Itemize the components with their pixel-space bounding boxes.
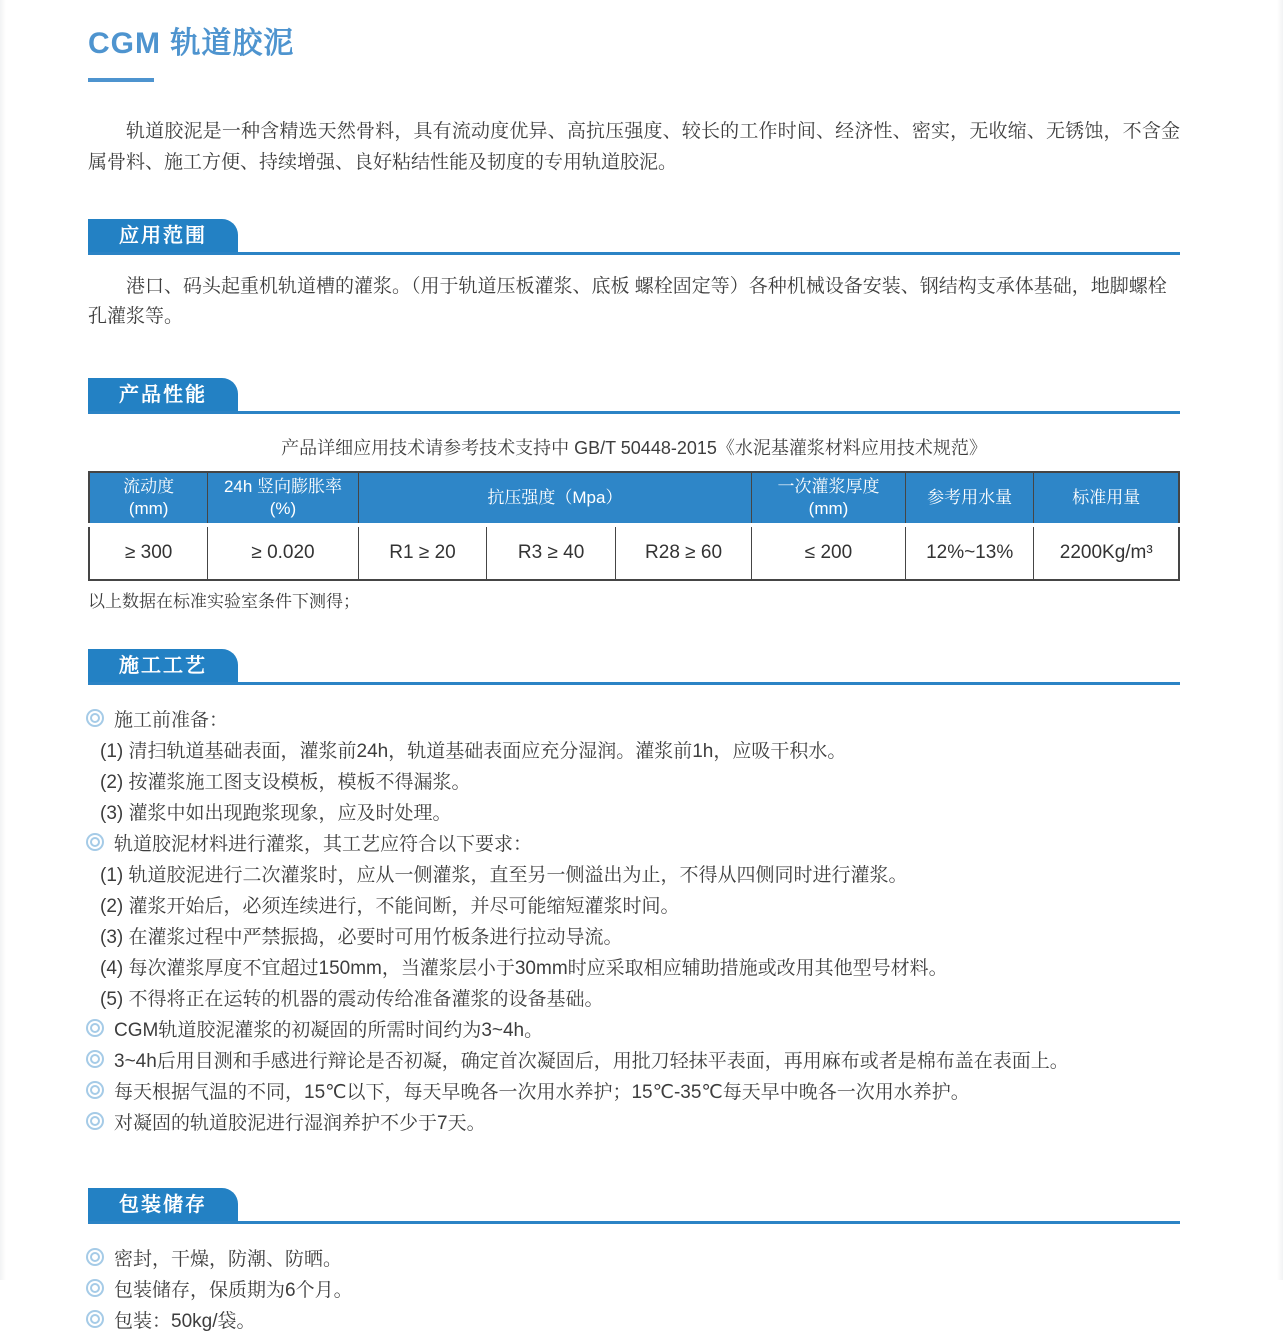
list-item: (1) 清扫轨道基础表面，灌浆前24h，轨道基础表面应充分湿润。灌浆前1h，应吸干积水。 xyxy=(100,741,847,762)
list-item: CGM轨道胶泥灌浆的初凝固的所需时间约为3~4h。 xyxy=(88,1015,1180,1046)
col-header-compressive-strength: 抗压强度（Mpa） xyxy=(358,472,751,525)
section-heading-process xyxy=(88,649,1180,685)
list-item: 对凝固的轨道胶泥进行湿润养护不少于7天。 xyxy=(88,1108,1180,1139)
cell-water: 12%~13% xyxy=(905,525,1034,580)
list-item: 密封，干燥，防潮、防晒。 xyxy=(88,1244,1180,1275)
page-title: CGM 轨道胶泥 xyxy=(88,27,295,60)
col-header-standard-dosage: 标准用量 xyxy=(1034,472,1179,525)
list-item: 每天根据气温的不同，15℃以下，每天早晚各一次用水养护；15℃-35℃每天早中晚各一次用水养护。 xyxy=(88,1077,1180,1108)
ring-bullet-icon xyxy=(90,1054,100,1064)
table-data-row xyxy=(89,525,1179,580)
list-item: (3) 灌浆中如出现跑浆现象，应及时处理。 xyxy=(100,803,452,824)
list-item: 3~4h后用目测和手感进行辩论是否初凝，确定首次凝固后，用批刀轻抹平表面，再用麻布或者是棉布盖在表面上。 xyxy=(88,1046,1180,1077)
ring-bullet-icon xyxy=(90,1116,100,1126)
cell-r3: R3 ≥ 40 xyxy=(487,525,616,580)
list-item: (1) 轨道胶泥进行二次灌浆时，应从一侧灌浆，直至另一侧溢出为止，不得从四侧同时进行灌浆。 xyxy=(100,865,908,886)
table-header-row xyxy=(89,472,1179,525)
ring-bullet-icon xyxy=(90,713,100,723)
table-footnote: 以上数据在标准实验室条件下测得； xyxy=(88,592,360,611)
ring-bullet-icon xyxy=(90,1023,100,1033)
performance-table xyxy=(88,471,1180,581)
list-item: (4) 每次灌浆厚度不宜超过150mm，当灌浆层小于30mm时应采取相应辅助措施或改用其他型号材料。 xyxy=(100,958,948,979)
cell-expansion: ≥ 0.020 xyxy=(208,525,358,580)
col-header-grout-thickness: 一次灌浆厚度 (mm) xyxy=(752,472,906,525)
packaging-badge: 包装储存 xyxy=(88,1188,238,1221)
packaging-list xyxy=(88,1244,1180,1337)
performance-standard-note: 产品详细应用技术请参考技术支持中 GB/T 50448-2015《水泥基灌浆材料应用技术规范》 xyxy=(281,438,987,458)
cell-dosage: 2200Kg/m³ xyxy=(1034,525,1179,580)
section-heading-packaging xyxy=(88,1188,1180,1224)
ring-bullet-icon xyxy=(90,1314,100,1324)
ring-bullet-icon xyxy=(90,1283,100,1293)
ring-bullet-icon xyxy=(90,1085,100,1095)
list-item: (2) 按灌浆施工图支设模板，模板不得漏浆。 xyxy=(100,772,471,793)
list-item: (2) 灌浆开始后，必须连续进行，不能间断，并尽可能缩短灌浆时间。 xyxy=(100,896,680,917)
cell-thickness: ≤ 200 xyxy=(752,525,906,580)
col-header-expansion: 24h 竖向膨胀率 (%) xyxy=(208,472,358,525)
list-item: 包装储存，保质期为6个月。 xyxy=(88,1275,1180,1306)
title-underline xyxy=(88,78,154,82)
col-header-flow: 流动度 (mm) xyxy=(89,472,208,525)
cell-flow: ≥ 300 xyxy=(89,525,208,580)
process-badge: 施工工艺 xyxy=(88,649,238,682)
list-item: 包装：50kg/袋。 xyxy=(88,1306,1180,1337)
ring-bullet-icon xyxy=(90,837,100,847)
cell-r1: R1 ≥ 20 xyxy=(358,525,487,580)
process-list xyxy=(88,705,1180,1139)
list-item: 施工前准备： xyxy=(88,705,1180,736)
section-heading-application xyxy=(88,219,1180,255)
cell-r28: R28 ≥ 60 xyxy=(615,525,751,580)
application-text: 港口、码头起重机轨道槽的灌浆。（用于轨道压板灌浆、底板 螺栓固定等）各种机械设备安装、钢结构支承体基础，地脚螺栓孔灌浆等。 xyxy=(88,276,1167,327)
section-heading-performance xyxy=(88,378,1180,414)
performance-badge: 产品性能 xyxy=(88,378,238,411)
intro-paragraph: 轨道胶泥是一种含精选天然骨料，具有流动度优异、高抗压强度、较长的工作时间、经济性、密实，无收缩、无锈蚀，不含金属骨料、施工方便、持续增强、良好粘结性能及韧度的专用轨道胶泥。 xyxy=(88,121,1180,173)
application-badge: 应用范围 xyxy=(88,219,238,252)
list-item: (3) 在灌浆过程中严禁振捣，必要时可用竹板条进行拉动导流。 xyxy=(100,927,623,948)
col-header-water-amount: 参考用水量 xyxy=(905,472,1034,525)
list-item: (5) 不得将正在运转的机器的震动传给准备灌浆的设备基础。 xyxy=(100,989,604,1010)
list-item: 轨道胶泥材料进行灌浆，其工艺应符合以下要求： xyxy=(88,829,1180,860)
ring-bullet-icon xyxy=(90,1252,100,1262)
